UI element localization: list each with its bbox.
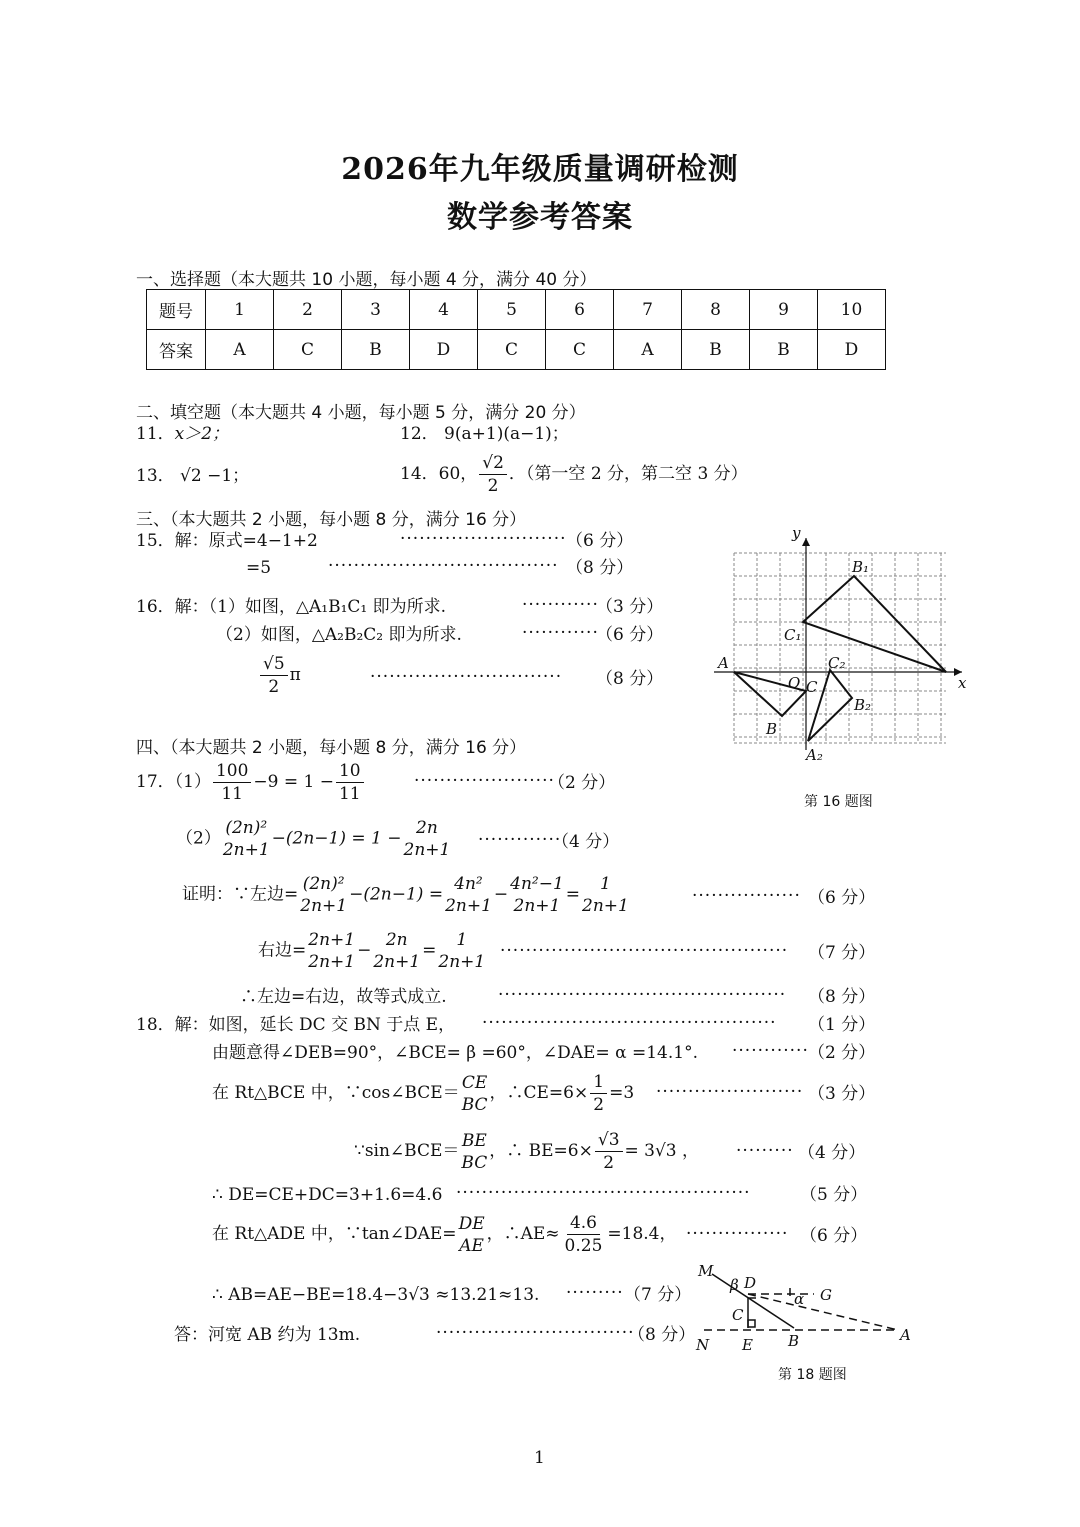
q17-leader5: ·············································: [498, 985, 787, 1005]
table-cell: 2: [274, 290, 342, 330]
fig18-label-g: G: [820, 1286, 832, 1304]
figure-16: [700, 520, 980, 800]
q18-leader2: ············: [732, 1041, 809, 1061]
q18-line3-frac2: $\frac{1}{2}$: [590, 1071, 607, 1116]
table-cell: A: [614, 330, 682, 370]
table-cell: 5: [478, 290, 546, 330]
table-cell: B: [342, 330, 410, 370]
fig16-label-b: B: [766, 720, 778, 738]
q17-score3: （6 分）: [808, 888, 876, 908]
q15-leader2: ····································: [328, 556, 559, 576]
q18-score4: （4 分）: [798, 1143, 866, 1163]
q18-line3b: ，∴CE=6×: [489, 1083, 589, 1103]
page-number: 1: [534, 1448, 545, 1468]
table-cell: D: [818, 330, 886, 370]
fig18-label-b: B: [788, 1332, 800, 1350]
q18-line1: 18．解：如图，延长 DC 交 BN 于点 E，: [136, 1015, 456, 1035]
q17-1-frac2: $\frac{10}{11}$: [336, 760, 364, 805]
q18-line6: [212, 1212, 677, 1257]
q16-answer3: [258, 653, 301, 698]
q17-score1: （2 分）: [548, 773, 616, 793]
q18-line6c: =18.4，: [607, 1224, 677, 1244]
q18-line4-frac1: BE BC: [461, 1130, 488, 1173]
q14-fraction: $\frac{√2}{2}$: [479, 452, 507, 497]
q16-line1: 16．解：（1）如图，△A₁B₁C₁ 即为所求.: [136, 597, 447, 617]
q15-leader1: ··························: [400, 529, 567, 549]
page-title: 2026年九年级质量调研检测: [341, 152, 739, 187]
q17-score4: （7 分）: [808, 943, 876, 963]
fig16-label-a2: A₂: [806, 746, 823, 764]
section2-heading: 二、填空题（本大题共 4 小题，每小题 5 分，满分 20 分）: [136, 403, 586, 423]
fig16-label-y: y: [792, 524, 801, 542]
q16-score2: （6 分）: [596, 625, 664, 645]
q12: [400, 424, 569, 444]
q16-leader2: ············: [522, 623, 599, 643]
q17-leader1: ······················: [414, 771, 555, 791]
q11: [136, 424, 229, 444]
q17-leader2: ·············: [478, 830, 562, 850]
figure-16-caption: 第 16 题图: [804, 794, 873, 810]
table-cell: 4: [410, 290, 478, 330]
q17-part1: [136, 760, 366, 805]
q12-answer: 9(a+1)(a−1)；: [444, 424, 569, 444]
table-cell: C: [274, 330, 342, 370]
q17-conclusion: ∴左边=右边，故等式成立.: [240, 987, 447, 1007]
fig18-label-alpha: α: [794, 1290, 805, 1308]
q18-line4: [354, 1129, 699, 1174]
q17-score5: （8 分）: [808, 987, 876, 1007]
table-cell: 1: [206, 290, 274, 330]
q12-label: 12．: [400, 424, 439, 444]
q14-note: ．（第一空 2 分，第二空 3 分）: [508, 464, 748, 484]
table-cell: B: [682, 330, 750, 370]
table-cell: 10: [818, 290, 886, 330]
q17-leader3: ·················: [692, 886, 801, 906]
table-header-cell: 答案: [147, 330, 206, 370]
q18-line4-frac2: $\frac{√3}{2}$: [595, 1129, 623, 1174]
q18-line7: ∴ AB=AE−BE=18.4−3√3 ≈13.21≈13.: [212, 1285, 540, 1305]
proof-frac3: 4n²−1 2n+1: [510, 874, 564, 916]
table-cell: 9: [750, 290, 818, 330]
q13-answer: √2 −1；: [180, 466, 250, 486]
q18-leader7: ·········: [566, 1283, 624, 1303]
fig16-label-c: C: [806, 678, 818, 696]
q18-score5: （5 分）: [800, 1185, 868, 1205]
proof-label: 证明：∵左边=: [182, 884, 299, 905]
q17-1-frac1: $\frac{100}{11}$: [213, 760, 251, 805]
q15-score1: （6 分）: [566, 531, 634, 551]
q16-line2: （2）如图，△A₂B₂C₂ 即为所求.: [216, 625, 462, 645]
q16-score3: （8 分）: [596, 669, 664, 689]
right-frac2: 2n 2n+1: [373, 930, 421, 972]
q17-2-mid: −(2n−1) = 1 −: [271, 828, 402, 849]
q18-score7: （7 分）: [624, 1285, 692, 1305]
q18-score3: （3 分）: [808, 1084, 876, 1104]
q18-line3: [212, 1071, 634, 1116]
q18-line4c: = 3√3 ，: [624, 1141, 700, 1161]
fig18-label-d: D: [744, 1274, 757, 1292]
q16-leader3: ······························: [370, 667, 563, 687]
q15-score2: （8 分）: [566, 558, 634, 578]
q18-line3-frac1: CE BC: [461, 1072, 488, 1115]
fig18-label-m: M: [698, 1262, 714, 1280]
fig18-label-e: E: [742, 1336, 753, 1354]
q17-score2: （4 分）: [552, 832, 620, 852]
fig16-label-c2: C₂: [828, 654, 846, 672]
q17-2-frac1: (2n)² 2n+1: [222, 818, 270, 860]
right-frac1: 2n+1 2n+1: [308, 930, 356, 972]
q18-leader8: ·······························: [436, 1323, 635, 1343]
q16-leader1: ············: [522, 595, 599, 615]
q18-leader5: ··············································: [456, 1183, 751, 1203]
section3-heading: 三、（本大题共 2 小题，每小题 8 分，满分 16 分）: [136, 510, 527, 530]
page-subtitle: 数学参考答案: [447, 200, 633, 235]
table-cell: D: [410, 330, 478, 370]
fig18-label-a: A: [900, 1326, 911, 1344]
q18-line3a: 在 Rt△BCE 中，∵cos∠BCE＝: [212, 1083, 460, 1103]
q16-score1: （3 分）: [596, 597, 664, 617]
q17-leader4: ·············································: [500, 941, 789, 961]
section1-heading: 一、选择题（本大题共 10 小题，每小题 4 分，满分 40 分）: [136, 270, 597, 290]
table-header-cell: 题号: [147, 290, 206, 330]
right-frac3: 1 2n+1: [438, 930, 486, 972]
q18-leader4: ·········: [736, 1141, 794, 1161]
q18-line3c: =3: [609, 1083, 635, 1103]
q18-line2: 由题意得∠DEB=90°，∠BCE= β =60°，∠DAE= α =14.1°.: [212, 1043, 698, 1063]
q13: [136, 466, 249, 486]
q18-answer: 答：河宽 AB 约为 13m.: [174, 1325, 361, 1345]
fig18-label-beta: β: [730, 1276, 739, 1294]
q18-line4b: ，∴ BE=6×: [489, 1141, 593, 1161]
right-label: 右边=: [258, 940, 307, 961]
q18-score1: （1 分）: [808, 1015, 876, 1035]
q16-fraction: $\frac{√5}{2}$: [260, 653, 288, 698]
q18-leader3: ·······················: [656, 1082, 804, 1102]
q18-leader6: ················: [686, 1224, 789, 1244]
q18-line6-frac2: $\frac{4.6}{0.25}$: [564, 1213, 603, 1256]
figure-18: [690, 1258, 920, 1358]
fig16-label-c1: C₁: [784, 626, 802, 644]
proof-frac1: (2n)² 2n+1: [300, 874, 348, 916]
q18-score8: （8 分）: [628, 1325, 696, 1345]
fig16-label-o: O: [788, 674, 801, 692]
q18-score2: （2 分）: [808, 1043, 876, 1063]
q11-label: 11．: [136, 424, 175, 444]
q18-line4a: ∵sin∠BCE＝: [354, 1141, 460, 1161]
table-cell: C: [478, 330, 546, 370]
q17-2-label: （2）: [176, 828, 221, 849]
q16-pi: π: [289, 665, 301, 685]
q18-line5: ∴ DE=CE+DC=3+1.6=4.6: [212, 1185, 443, 1205]
table-row: [147, 330, 886, 370]
section4-heading: 四、（本大题共 2 小题，每小题 8 分，满分 16 分）: [136, 738, 527, 758]
table-cell: 3: [342, 290, 410, 330]
proof-frac4: 1 2n+1: [582, 874, 629, 916]
q13-label: 13．: [136, 466, 175, 486]
fig16-label-b2: B₂: [854, 696, 872, 714]
proof-mid: −(2n−1) =: [349, 884, 444, 905]
q17-proof: 证明：∵左边= (2n)² 2n+1 −(2n−1) = 4n² 2n+1 − 4n²−1 2n+1 = 1 2n+1: [182, 874, 629, 916]
q18-score6: （6 分）: [800, 1226, 868, 1246]
table-cell: A: [206, 330, 274, 370]
figure-18-caption: 第 18 题图: [778, 1367, 847, 1383]
answer-table: [146, 289, 886, 370]
table-cell: C: [546, 330, 614, 370]
fig16-label-x: x: [958, 674, 967, 692]
q17-right: 右边= 2n+1 2n+1 − 2n 2n+1 = 1 2n+1: [258, 930, 486, 972]
q17-1-mid: −9 = 1 −: [253, 772, 334, 792]
table-cell: B: [750, 330, 818, 370]
q15-line2: =5: [246, 558, 272, 578]
table-cell: 6: [546, 290, 614, 330]
q11-answer: x＞2；: [174, 424, 230, 444]
q18-line6a: 在 Rt△ADE 中，∵tan∠DAE=: [212, 1224, 457, 1244]
q18-line6b: ，∴AE≈: [486, 1224, 560, 1244]
table-cell: 8: [682, 290, 750, 330]
table-row: [147, 290, 886, 330]
q18-line6-frac1: DE AE: [458, 1213, 485, 1256]
q14: [400, 452, 748, 497]
q18-leader1: ··············································: [482, 1013, 777, 1033]
q15-line1: 15．解：原式=4−1+2: [136, 531, 318, 551]
fig18-label-c: C: [732, 1306, 744, 1324]
q14-label: 14．60，: [400, 464, 478, 484]
proof-frac2: 4n² 2n+1: [445, 874, 492, 916]
table-cell: 7: [614, 290, 682, 330]
fig18-label-n: N: [696, 1336, 710, 1354]
q17-2-frac2: 2n 2n+1: [403, 818, 451, 860]
fig16-label-b1: B₁: [852, 558, 870, 576]
q17-label: 17．（1）: [136, 772, 211, 792]
q17-part2: [176, 817, 452, 861]
fig16-label-a: A: [718, 654, 729, 672]
